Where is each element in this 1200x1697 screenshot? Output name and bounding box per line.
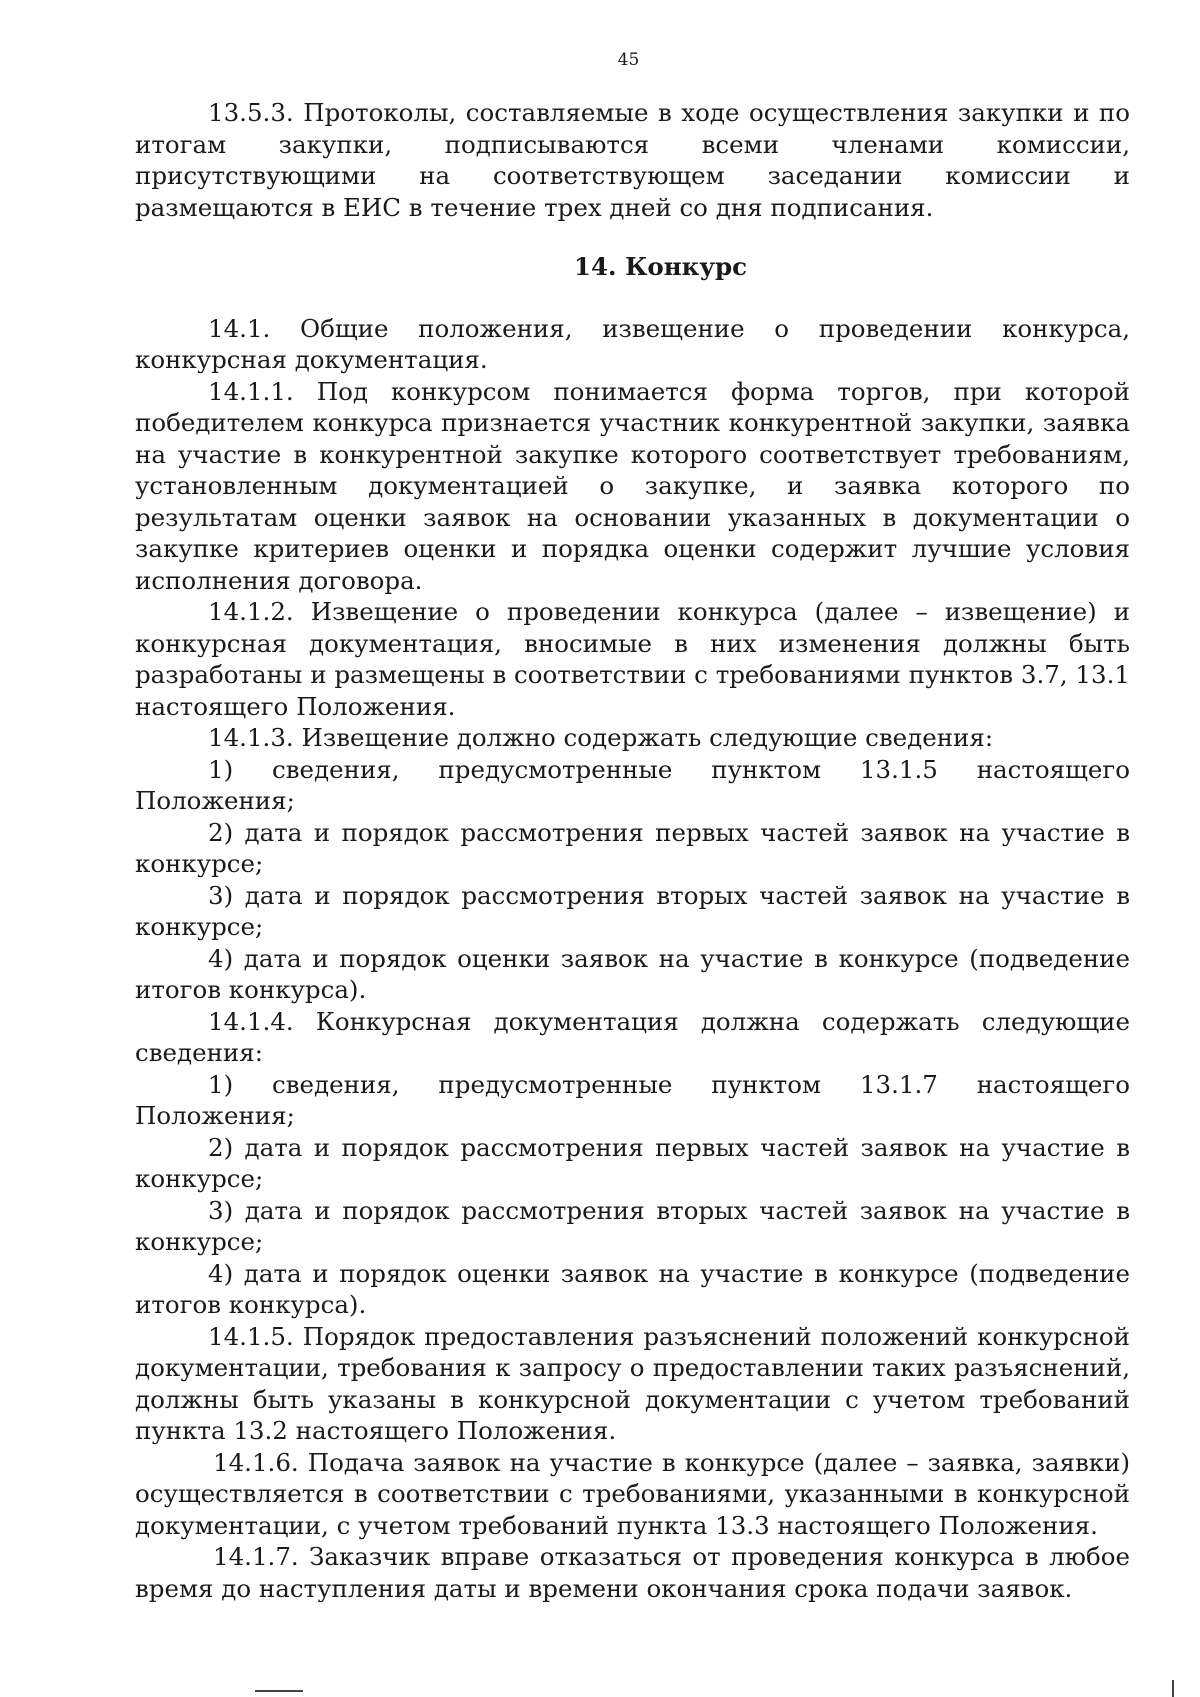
list-item: 3) дата и порядок рассмотрения вторых частей заявок на участие в конкурсе; [135,1195,1130,1256]
page-number: 45 [617,50,640,70]
paragraph-14-1-3: 14.1.3. Извещение должно содержать следующие сведения: [208,723,994,752]
list-item: 1) сведения, предусмотренные пунктом 13.1.5 настоящего Положения; [135,754,1130,815]
paragraph-13-5-3: 13.5.3. Протоколы, составляемые в ходе осуществления закупки и по итогам закупки, подписываются всеми членами комиссии, присутствующими на соответствующем заседании комиссии и размещаются в ЕИС в течение трех дней со дня подписания. [135,98,1130,222]
list-item: 4) дата и порядок оценки заявок на участие в конкурсе (подведение итогов конкурса). [135,1258,1130,1319]
paragraph-14-1: 14.1. Общие положения, извещение о проведении конкурса, конкурсная документация. [135,313,1130,374]
document-body [135,97,1130,1604]
paragraph-14-1-2: 14.1.2. Извещение о проведении конкурса (далее – извещение) и конкурсная документация, вносимые в них изменения должны быть разработаны и размещены в соответствии с требованиями пунктов 3.7, 13.1 настоящего Положения. [135,597,1130,721]
paragraph-14-1-5: 14.1.5. Порядок предоставления разъяснений положений конкурсной документации, требования к запросу о предоставлении таких разъяснений, должны быть указаны в конкурсной документации с учетом требований пункта 13.2 настоящего Положения. [135,1321,1130,1445]
paragraph-14-1-4: 14.1.4. Конкурсная документация должна содержать следующие сведения: [135,1006,1130,1067]
list-item: 2) дата и порядок рассмотрения первых частей заявок на участие в конкурсе; [135,1132,1130,1193]
list-item: 1) сведения, предусмотренные пунктом 13.1.7 настоящего Положения; [135,1069,1130,1130]
paragraph-14-1-1: 14.1.1. Под конкурсом понимается форма торгов, при которой победителем конкурса признается участник конкурентной закупки, заявка на участие в конкурентной закупке которого соответствует требованиям, установленным документацией о закупке, и заявка которого по результатам оценки заявок на основании указанных в документации о закупке критериев оценки и порядка оценки содержит лучшие условия исполнения договора. [135,376,1130,595]
paragraph-14-1-7: 14.1.7. Заказчик вправе отказаться от проведения конкурса в любое время до наступления даты и времени окончания срока подачи заявок. [135,1542,1130,1603]
paragraph-14-1-6: 14.1.6. Подача заявок на участие в конкурсе (далее – заявка, заявки) осуществляется в соответствии с требованиями, указанными в конкурсной документации, с учетом требований пункта 13.3 настоящего Положения. [135,1447,1130,1540]
scan-artifact-tick [1172,1680,1174,1697]
list-item: 4) дата и порядок оценки заявок на участие в конкурсе (подведение итогов конкурса). [135,943,1130,1004]
list-item: 3) дата и порядок рассмотрения вторых частей заявок на участие в конкурсе; [135,880,1130,941]
scan-artifact-line [255,1690,303,1692]
section-heading: 14. Конкурс [573,252,748,281]
list-item: 2) дата и порядок рассмотрения первых частей заявок на участие в конкурсе; [135,817,1130,878]
